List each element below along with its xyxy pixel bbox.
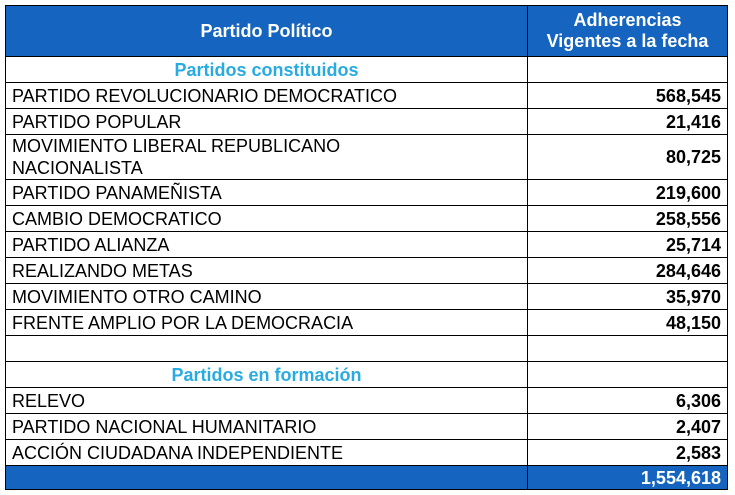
party-name: PARTIDO NACIONAL HUMANITARIO (6, 414, 528, 440)
party-name: MOVIMIENTO OTRO CAMINO (6, 284, 528, 310)
header-adherencias (528, 6, 728, 57)
party-value: 2,407 (528, 414, 728, 440)
total-row (6, 466, 728, 490)
header-partido-politico: Partido Político (6, 6, 528, 57)
section-empty-cell (528, 362, 728, 388)
party-name: REALIZANDO METAS (6, 258, 528, 284)
table-row (6, 232, 728, 258)
table-row (6, 83, 728, 109)
party-name-line2: NACIONALISTA (12, 158, 143, 178)
party-name-line1: MOVIMIENTO LIBERAL REPUBLICANO (12, 136, 341, 156)
header-adherencias-line1: Adherencias (573, 10, 682, 30)
party-value: 21,416 (528, 109, 728, 135)
blank-cell (6, 336, 528, 362)
table-row (6, 109, 728, 135)
table-row (6, 258, 728, 284)
table-row (6, 440, 728, 466)
party-name: FRENTE AMPLIO POR LA DEMOCRACIA (6, 310, 528, 336)
table-row (6, 180, 728, 206)
party-value: 258,556 (528, 206, 728, 232)
adherencias-table (5, 5, 728, 490)
section-empty-cell (528, 57, 728, 83)
table-row (6, 388, 728, 414)
party-name: ACCIÓN CIUDADANA INDEPENDIENTE (6, 440, 528, 466)
party-value: 48,150 (528, 310, 728, 336)
party-value: 284,646 (528, 258, 728, 284)
blank-cell (528, 336, 728, 362)
party-value: 568,545 (528, 83, 728, 109)
table-row (6, 310, 728, 336)
section-title: Partidos constituidos (6, 57, 528, 83)
party-name: RELEVO (6, 388, 528, 414)
section-title: Partidos en formación (6, 362, 528, 388)
party-name: PARTIDO PANAMEÑISTA (6, 180, 528, 206)
party-name: PARTIDO REVOLUCIONARIO DEMOCRATICO (6, 83, 528, 109)
party-value: 35,970 (528, 284, 728, 310)
total-value: 1,554,618 (528, 466, 728, 490)
table-row (6, 206, 728, 232)
total-label-cell (6, 466, 528, 490)
party-name (6, 135, 528, 180)
party-value: 6,306 (528, 388, 728, 414)
party-name: PARTIDO ALIANZA (6, 232, 528, 258)
party-value: 219,600 (528, 180, 728, 206)
party-value: 2,583 (528, 440, 728, 466)
party-value: 25,714 (528, 232, 728, 258)
party-name: PARTIDO POPULAR (6, 109, 528, 135)
table-row (6, 414, 728, 440)
table-row (6, 284, 728, 310)
table-header-row (6, 6, 728, 57)
party-value: 80,725 (528, 135, 728, 180)
header-adherencias-line2: Vigentes a la fecha (546, 31, 709, 51)
section-header-constituidos (6, 57, 728, 83)
blank-row (6, 336, 728, 362)
table-row (6, 135, 728, 180)
section-header-formacion (6, 362, 728, 388)
party-name: CAMBIO DEMOCRATICO (6, 206, 528, 232)
